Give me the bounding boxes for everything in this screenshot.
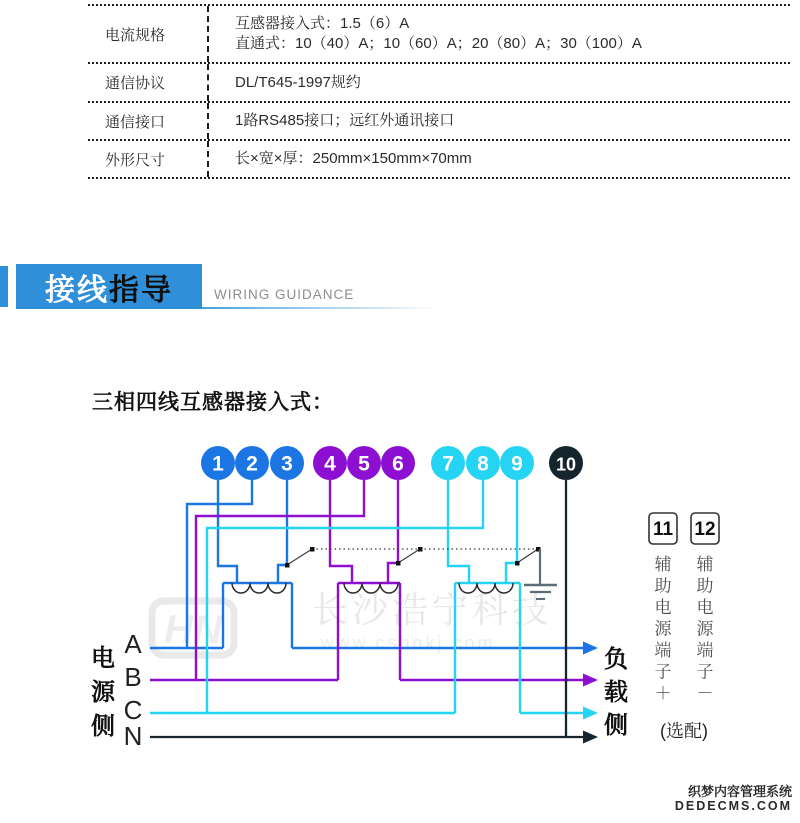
arrow-c — [583, 707, 598, 720]
phase-label-a: A — [124, 629, 142, 659]
terminal-number-8: 8 — [477, 452, 489, 476]
wiring-diagram — [80, 420, 800, 820]
section-subtitle: WIRING GUIDANCE — [214, 287, 355, 302]
table-row — [88, 64, 790, 103]
watermark-url: www.cshnkj.com — [320, 633, 496, 653]
spec-value-line: 直通式：10（40）A；10（60）A；20（80）A；30（100）A — [235, 35, 642, 52]
corner-watermark-line1: 织梦内容管理系统 — [687, 784, 792, 799]
spec-value-line: 1路RS485接口；远红外通讯接口 — [235, 112, 455, 129]
aux-terminal-12 — [691, 513, 719, 544]
source-side-label: 电 — [91, 645, 115, 672]
corner-watermark — [675, 785, 792, 813]
corner-watermark-line2: DEDECMS.COM — [674, 799, 792, 813]
source-side-label: 侧 — [91, 713, 115, 740]
spec-label: 外形尺寸 — [88, 141, 209, 177]
phase-label-c: C — [123, 695, 143, 725]
spec-label: 通信接口 — [88, 103, 209, 139]
aux-right-label: 端 — [696, 641, 714, 660]
section-title-light: 接线 — [45, 273, 109, 307]
spec-label: 通信协议 — [88, 64, 209, 101]
terminal-number-9: 9 — [511, 452, 523, 476]
source-side-label: 源 — [91, 679, 115, 706]
aux-terminal-12-number: 12 — [694, 519, 716, 540]
spec-label: 电流规格 — [88, 6, 209, 62]
arrow-b — [583, 674, 598, 687]
aux-left-label: 源 — [654, 619, 672, 639]
load-side-label: 侧 — [604, 712, 628, 739]
aux-left-label: ＋ — [654, 684, 672, 703]
terminal-number-3: 3 — [281, 452, 293, 476]
spec-value-line: DL/T645-1997规约 — [235, 73, 361, 91]
aux-left-label: 电 — [654, 598, 672, 617]
header-accent-notch — [0, 266, 8, 307]
table-row — [88, 103, 790, 141]
load-side-label: 负 — [604, 646, 628, 673]
aux-right-label: 源 — [696, 619, 714, 639]
aux-left-label: 子 — [654, 662, 672, 682]
aux-optional-note: (选配) — [660, 721, 708, 741]
aux-left-label: 辅 — [654, 555, 672, 574]
table-row — [88, 141, 790, 179]
aux-terminal-11 — [649, 513, 677, 544]
spec-table — [88, 4, 790, 179]
watermark-logo-text: HN — [164, 608, 222, 652]
aux-right-label: 辅 — [696, 555, 714, 574]
arrow-a — [583, 642, 598, 655]
aux-terminal-11-number: 11 — [652, 519, 674, 540]
spec-value — [209, 6, 790, 62]
terminal-number-4: 4 — [324, 452, 336, 476]
terminal-number-5: 5 — [358, 452, 370, 476]
spec-value — [209, 103, 790, 139]
aux-right-label: 电 — [696, 598, 714, 617]
terminal-number-2: 2 — [246, 452, 258, 476]
spec-value-line: 互感器接入式：1.5（6）A — [235, 15, 410, 32]
aux-right-label: 助 — [696, 576, 714, 596]
section-title-dark: 指导 — [109, 273, 173, 307]
terminal-number-10: 10 — [555, 454, 577, 475]
spec-value — [209, 64, 790, 101]
center-watermark — [152, 589, 552, 655]
terminal-circles — [201, 446, 583, 480]
phase-label-n: N — [123, 721, 143, 751]
spec-value-line: 长×宽×厚：250mm×150mm×70mm — [235, 150, 472, 167]
terminal-number-7: 7 — [442, 452, 454, 476]
aux-right-label: － — [696, 684, 714, 703]
section-header — [16, 264, 202, 309]
aux-left-label: 端 — [654, 641, 672, 660]
arrow-n — [583, 731, 598, 744]
aux-left-label: 助 — [654, 576, 672, 596]
spec-value — [209, 141, 790, 177]
header-underline — [202, 307, 440, 309]
terminal-number-6: 6 — [392, 452, 404, 476]
load-side-label: 载 — [604, 679, 628, 706]
diagram-title: 三相四线互感器接入式： — [92, 391, 334, 414]
aux-right-label: 子 — [696, 662, 714, 682]
ct-coil-a — [232, 583, 286, 593]
table-row — [88, 6, 790, 64]
terminal-number-1: 1 — [212, 452, 224, 476]
phase-label-b: B — [124, 662, 142, 692]
watermark-company: 长沙浩宁科技 — [311, 589, 553, 630]
